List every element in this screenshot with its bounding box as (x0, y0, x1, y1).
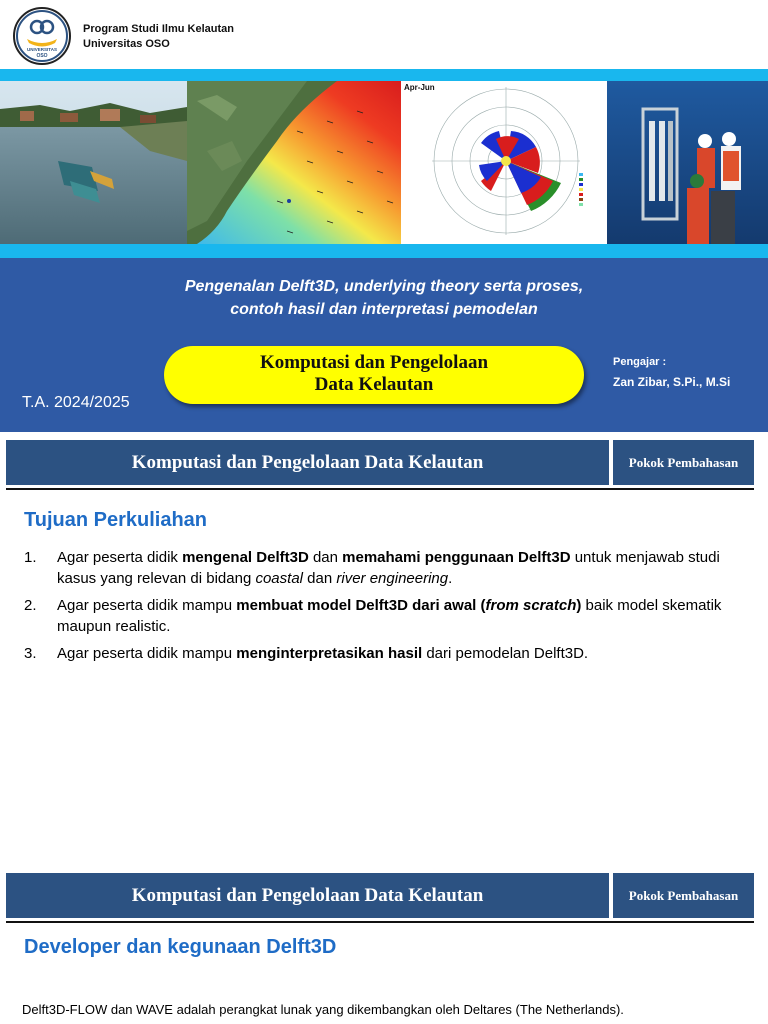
subtitle-line1: Pengenalan Delft3D, underlying theory serta proses, (184, 278, 584, 295)
course-title-line1: Komputasi dan Pengelolaan (259, 352, 489, 373)
section2-paragraph: Delft3D-FLOW dan WAVE adalah perangkat lunak yang dikembangkan oleh Deltares (The Netherlands). (22, 1002, 624, 1017)
section1-header-tab: Pokok Pembahasan (613, 440, 754, 485)
section1-heading: Tujuan Perkuliahan (24, 509, 207, 531)
photo-river-boats (0, 81, 187, 244)
institution-line2: Universitas OSO (83, 38, 170, 50)
institution-line1: Program Studi Ilmu Kelautan (83, 23, 234, 35)
section2-header-rule (6, 921, 754, 923)
lecture-subtitle (0, 275, 768, 321)
section2-heading: Developer dan kegunaan Delft3D (24, 936, 337, 958)
section2-header (6, 873, 754, 923)
logo-text-top: UNIVERSITAS (27, 47, 57, 52)
photo-model-map (187, 81, 401, 244)
section1-header-rule (6, 488, 754, 490)
windrose-title: Apr-Jun (404, 83, 435, 92)
institution-name (83, 22, 234, 52)
goal-text: Agar peserta didik mampu membuat model Delft3D dari awal (from scratch) baik model skematik maupun realistic. (57, 597, 722, 635)
lecturer-name: Zan Zibar, S.Pi., M.Si (613, 375, 731, 389)
university-logo (13, 7, 71, 65)
course-title-pill (164, 346, 584, 404)
subtitle-line2: contoh hasil dan interpretasi pemodelan (230, 301, 538, 318)
mid-accent-bar (0, 244, 768, 258)
photo-strip (0, 81, 768, 244)
goal-number: 3. (24, 645, 37, 662)
goal-item-2 (24, 595, 724, 637)
goal-text: Agar peserta didik mengenal Delft3D dan memahami penggunaan Delft3D untuk menjawab studi kasus yang relevan di bidang coastal dan river engineering. (57, 549, 720, 587)
academic-year: T.A. 2024/2025 (22, 394, 130, 411)
section1-header-title: Komputasi dan Pengelolaan Data Kelautan (6, 440, 609, 485)
goal-number: 1. (24, 549, 37, 566)
course-title-line2: Data Kelautan (314, 374, 434, 395)
logo-text-bottom: OSO (36, 53, 48, 59)
top-accent-bar (0, 69, 768, 81)
goal-number: 2. (24, 597, 37, 614)
windrose-chart (401, 81, 607, 244)
goal-item-1 (24, 547, 724, 589)
photo-researchers (607, 81, 768, 244)
title-panel (0, 258, 768, 432)
section2-header-tab: Pokok Pembahasan (613, 873, 754, 918)
goal-item-3 (24, 643, 724, 664)
goal-text: Agar peserta didik mampu menginterpretasikan hasil dari pemodelan Delft3D. (57, 645, 589, 662)
section1-header (6, 440, 754, 490)
goals-list (24, 547, 724, 670)
title-slide (0, 0, 768, 432)
lecturer-label: Pengajar : (613, 356, 667, 368)
section2-header-title: Komputasi dan Pengelolaan Data Kelautan (6, 873, 609, 918)
